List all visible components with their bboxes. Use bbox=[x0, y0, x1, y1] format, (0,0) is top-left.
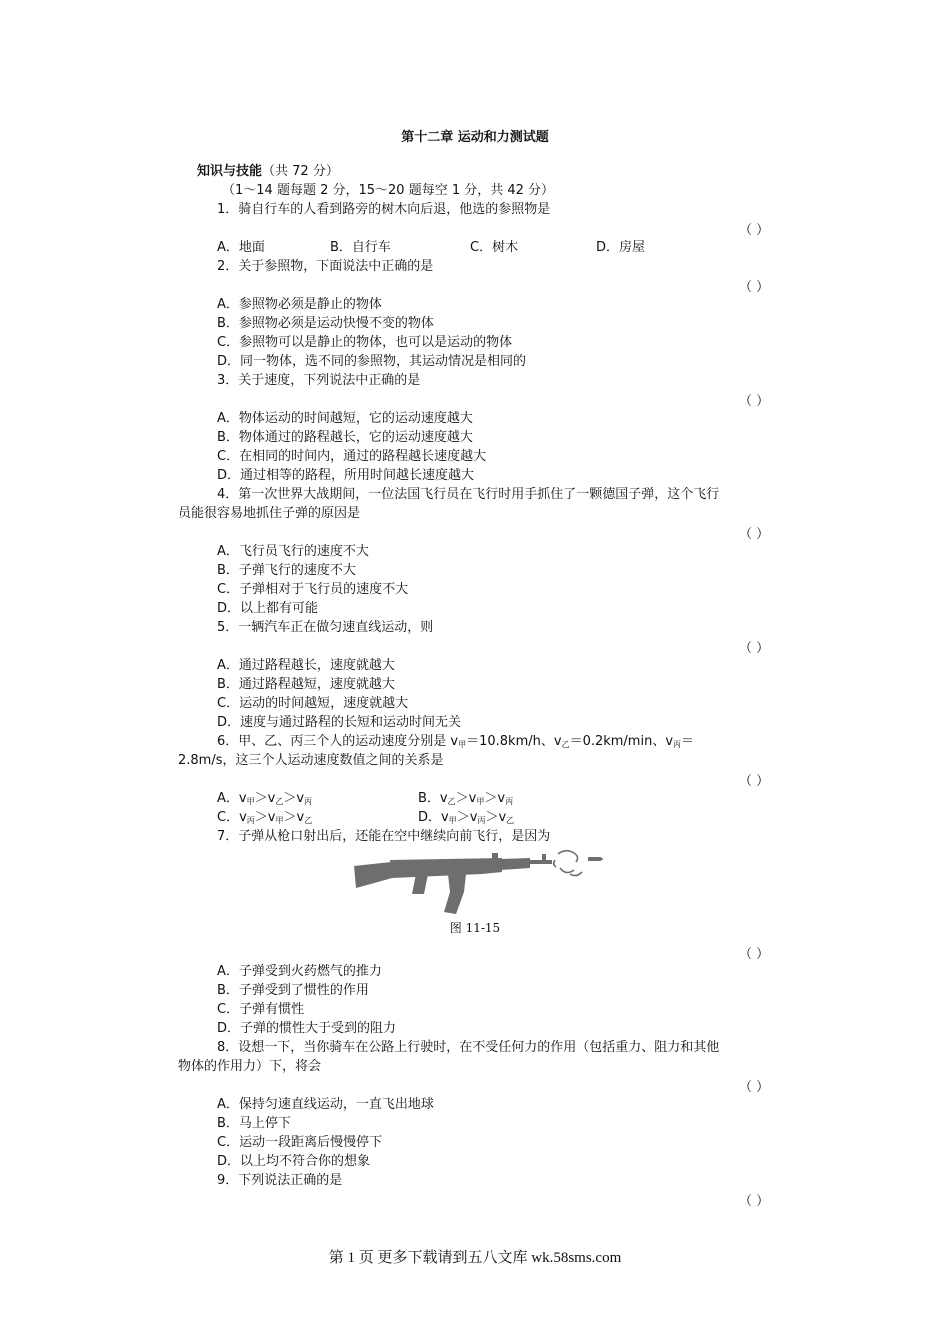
q8-option-a: A．保持匀速直线运动，一直飞出地球 bbox=[217, 1097, 434, 1112]
velocity-symbol: v bbox=[468, 791, 477, 806]
q3-stem: 3．关于速度，下列说法中正确的是 bbox=[217, 373, 421, 388]
velocity-symbol: v bbox=[439, 791, 448, 806]
section-score: （共 72 分） bbox=[262, 164, 339, 179]
q2-option-a: A．参照物必须是静止的物体 bbox=[217, 297, 382, 312]
subscript: 丙 bbox=[505, 797, 514, 806]
q7-stem: 7．子弹从枪口射出后，还能在空中继续向前飞行，是因为 bbox=[217, 829, 551, 844]
q3-option-a: A．物体运动的时间越短，它的运动速度越大 bbox=[217, 411, 473, 426]
q7-option-d: D．子弹的惯性大于受到的阻力 bbox=[217, 1021, 397, 1036]
q6-stem-part: 6．甲、乙、丙三个人的运动速度分别是 v bbox=[217, 734, 459, 749]
q3-option-d: D．通过相等的路程，所用时间越长速度越大 bbox=[217, 468, 475, 483]
velocity-symbol: v bbox=[267, 791, 276, 806]
q5-answer-blank: （ ） bbox=[739, 641, 770, 656]
q5-stem: 5．一辆汽车正在做匀速直线运动，则 bbox=[217, 620, 434, 635]
gt-sign: ＞ bbox=[283, 791, 297, 806]
subscript: 甲 bbox=[448, 816, 457, 825]
q6-stem-line1 bbox=[217, 732, 694, 752]
subscript: 丙 bbox=[304, 797, 313, 806]
q6-option-b bbox=[418, 789, 513, 809]
subscript: 甲 bbox=[476, 797, 485, 806]
section-heading: 知识与技能 bbox=[197, 164, 263, 179]
q4-option-a: A．飞行员飞行的速度不大 bbox=[217, 544, 369, 559]
subscript: 乙 bbox=[447, 797, 456, 806]
q6-option-a bbox=[217, 789, 312, 809]
q8-stem-line2: 物体的作用力）下，将会 bbox=[178, 1059, 322, 1074]
velocity-symbol: v bbox=[441, 810, 449, 825]
q9-answer-blank: （ ） bbox=[739, 1194, 770, 1209]
gt-sign: ＞ bbox=[254, 810, 268, 825]
gt-sign: ＞ bbox=[283, 810, 297, 825]
q1-option-b: B．自行车 bbox=[330, 240, 391, 255]
q2-option-b: B．参照物必须是运动快慢不变的物体 bbox=[217, 316, 434, 331]
figure-caption: 图 11-15 bbox=[449, 921, 501, 935]
q6-option-c bbox=[217, 808, 312, 828]
q3-answer-blank: （ ） bbox=[739, 394, 770, 409]
q1-option-c: C．树木 bbox=[470, 240, 519, 255]
section-header bbox=[197, 162, 339, 181]
q6-option-d bbox=[418, 808, 514, 828]
gt-sign: ＞ bbox=[456, 810, 470, 825]
q3-option-b: B．物体通过的路程越长，它的运动速度越大 bbox=[217, 430, 473, 445]
subscript: 丙 bbox=[477, 816, 486, 825]
q2-option-c: C．参照物可以是静止的物体，也可以是运动的物体 bbox=[217, 335, 513, 350]
gt-sign: ＞ bbox=[455, 791, 469, 806]
gt-sign: ＞ bbox=[254, 791, 268, 806]
q1-option-d: D．房屋 bbox=[596, 240, 646, 255]
q7-option-b: B．子弹受到了惯性的作用 bbox=[217, 983, 369, 998]
q1-option-a: A．地面 bbox=[217, 240, 265, 255]
gt-sign: ＞ bbox=[485, 810, 499, 825]
q8-option-c: C．运动一段距离后慢慢停下 bbox=[217, 1135, 383, 1150]
q5-option-a: A．通过路程越长，速度就越大 bbox=[217, 658, 395, 673]
velocity-symbol: v bbox=[267, 810, 276, 825]
q1-stem: 1．骑自行车的人看到路旁的树木向后退，他选的参照物是 bbox=[217, 202, 551, 217]
q5-option-d: D．速度与通过路程的长短和运动时间无关 bbox=[217, 715, 462, 730]
page-footer: 第 1 页 更多下载请到五八文库 wk.58sms.com bbox=[328, 1250, 622, 1266]
velocity-symbol: v bbox=[497, 791, 506, 806]
q8-option-b: B．马上停下 bbox=[217, 1116, 291, 1131]
q2-answer-blank: （ ） bbox=[739, 280, 770, 295]
q4-option-b: B．子弹飞行的速度不大 bbox=[217, 563, 356, 578]
velocity-symbol: v bbox=[296, 791, 305, 806]
option-letter: C． bbox=[217, 810, 240, 825]
q8-answer-blank: （ ） bbox=[739, 1080, 770, 1095]
velocity-symbol: v bbox=[498, 810, 507, 825]
q6-answer-blank: （ ） bbox=[739, 774, 770, 789]
q7-option-c: C．子弹有惯性 bbox=[217, 1002, 305, 1017]
q4-option-c: C．子弹相对于飞行员的速度不大 bbox=[217, 582, 409, 597]
q4-stem-line2: 员能很容易地抓住子弹的原因是 bbox=[178, 506, 361, 521]
option-letter: A． bbox=[217, 791, 239, 806]
option-letter: D． bbox=[418, 810, 442, 825]
q6-stem-part: ＝0.2km/min、v bbox=[569, 734, 674, 749]
subscript: 乙 bbox=[561, 740, 570, 749]
subscript: 甲 bbox=[275, 816, 284, 825]
q6-stem-part: ＝10.8km/h、v bbox=[466, 734, 562, 749]
q9-stem: 9．下列说法正确的是 bbox=[217, 1173, 343, 1188]
q7-answer-blank: （ ） bbox=[739, 947, 770, 962]
subscript: 丙 bbox=[246, 816, 255, 825]
velocity-symbol: v bbox=[296, 810, 305, 825]
q8-stem-line1: 8．设想一下，当你骑车在公路上行驶时，在不受任何力的作用（包括重力、阻力和其他 bbox=[217, 1040, 720, 1055]
q4-option-d: D．以上都有可能 bbox=[217, 601, 319, 616]
page-title: 第十二章 运动和力测试题 bbox=[401, 130, 549, 145]
q7-option-a: A．子弹受到火药燃气的推力 bbox=[217, 964, 382, 979]
q4-stem-line1: 4．第一次世界大战期间，一位法国飞行员在飞行时用手抓住了一颗德国子弹，这个飞行 bbox=[217, 487, 720, 502]
velocity-symbol: v bbox=[238, 791, 247, 806]
q6-stem-part: ＝ bbox=[681, 734, 695, 749]
q5-option-b: B．通过路程越短，速度就越大 bbox=[217, 677, 395, 692]
subscript: 甲 bbox=[246, 797, 255, 806]
subscript: 乙 bbox=[506, 816, 515, 825]
gt-sign: ＞ bbox=[484, 791, 498, 806]
option-letter: B． bbox=[418, 791, 440, 806]
q8-option-d: D．以上均不符合你的想象 bbox=[217, 1154, 371, 1169]
rifle-firing-illustration bbox=[352, 848, 612, 918]
subscript: 乙 bbox=[275, 797, 284, 806]
q2-stem: 2．关于参照物，下面说法中正确的是 bbox=[217, 259, 434, 274]
velocity-symbol: v bbox=[469, 810, 478, 825]
q2-option-d: D．同一物体，选不同的参照物，其运动情况是相同的 bbox=[217, 354, 527, 369]
subscript: 甲 bbox=[458, 740, 467, 749]
q3-option-c: C．在相同的时间内，通过的路程越长速度越大 bbox=[217, 449, 487, 464]
subscript: 丙 bbox=[673, 740, 682, 749]
section-note: （1～14 题每题 2 分，15～20 题每空 1 分，共 42 分） bbox=[222, 183, 555, 198]
q5-option-c: C．运动的时间越短，速度就越大 bbox=[217, 696, 409, 711]
velocity-symbol: v bbox=[239, 810, 247, 825]
q4-answer-blank: （ ） bbox=[739, 527, 770, 542]
q1-answer-blank: （ ） bbox=[739, 223, 770, 238]
subscript: 乙 bbox=[304, 816, 313, 825]
q6-stem-line2: 2.8m/s，这三个人运动速度数值之间的关系是 bbox=[178, 753, 444, 768]
